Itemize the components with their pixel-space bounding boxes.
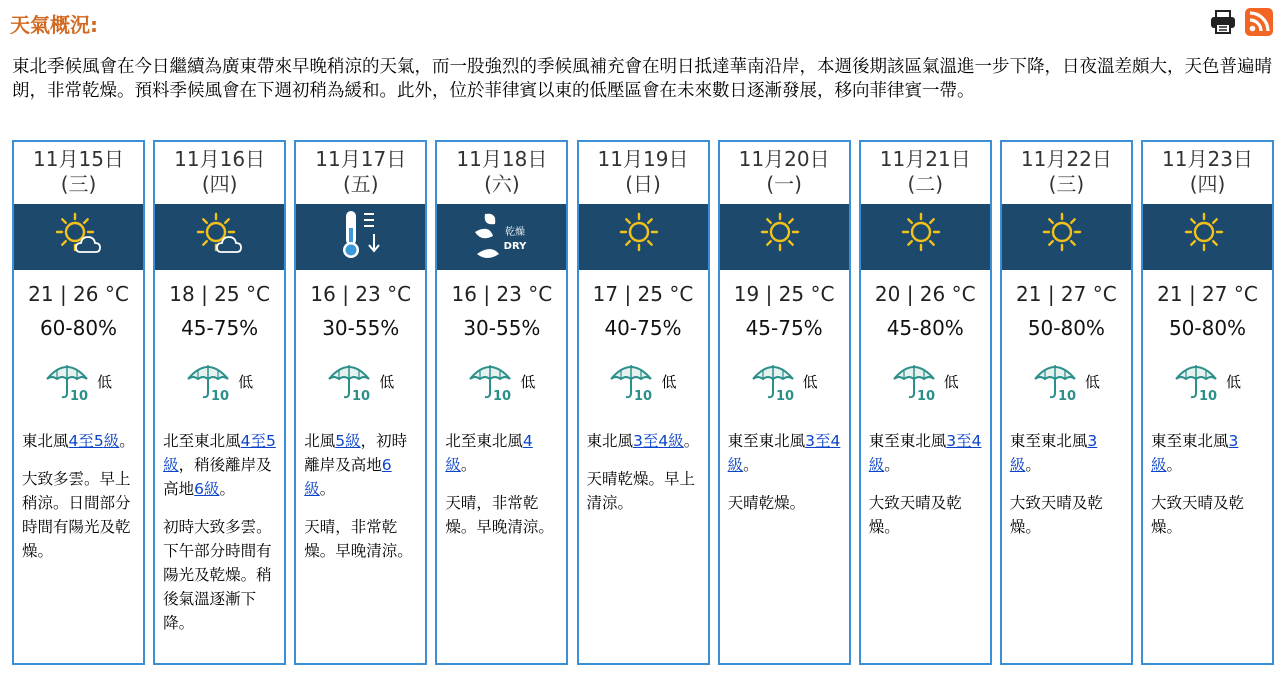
weather-description: 大致天晴及乾燥。 [868, 494, 962, 536]
umbrella-icon[interactable] [186, 361, 234, 407]
humidity-range: 40-75% [604, 316, 682, 340]
temperature-range: 16 | 23 °C [310, 282, 412, 306]
forecast-card [1141, 140, 1274, 665]
wind-text: 東北風 [22, 432, 69, 450]
weather-icon-band [296, 204, 425, 270]
wind-forecast [1151, 429, 1266, 477]
umbrella-icon[interactable] [468, 361, 516, 407]
humidity-range: 45-75% [745, 316, 823, 340]
humidity-range: 50-80% [1027, 316, 1105, 340]
date-label: 11月16日 [174, 147, 266, 171]
wind-force-link[interactable]: 3至4級 [868, 432, 982, 474]
forecast-date [720, 147, 849, 197]
psr-label: 低 [520, 372, 536, 391]
wind-force-link[interactable]: 3至4級 [633, 432, 684, 450]
rain-probability [296, 360, 425, 408]
date-label: 11月18日 [456, 147, 548, 171]
forecast-card [294, 140, 427, 665]
psr-label: 低 [802, 372, 818, 391]
temperature-range: 17 | 25 °C [592, 282, 694, 306]
psr-label: 低 [661, 372, 677, 391]
rss-button[interactable] [1245, 8, 1273, 36]
date-label: 11月19日 [597, 147, 689, 171]
umbrella-icon[interactable] [1174, 361, 1222, 407]
forecast-date [296, 147, 425, 197]
wind-forecast [1010, 429, 1125, 477]
svg-text:10: 10 [69, 389, 89, 403]
wind-force-link[interactable]: 4至5級 [163, 432, 276, 474]
forecast-card [718, 140, 851, 665]
wind-text: 。 [1025, 456, 1041, 474]
date-label: 11月21日 [879, 147, 971, 171]
forecast-date [14, 147, 143, 197]
sunny-icon[interactable] [899, 212, 951, 262]
weather-icon-band [861, 204, 990, 270]
wind-text: ，稍後離岸及高地 [163, 456, 272, 498]
forecast-cards [12, 140, 1274, 667]
wind-text: 。 [683, 432, 700, 450]
wind-text: 。 [319, 480, 336, 498]
forecast-card [577, 140, 710, 665]
weekday-label: (二) [907, 172, 944, 196]
wind-text: 。 [884, 456, 900, 474]
weather-icon-band [579, 204, 708, 270]
wind-force-link[interactable]: 3級 [1009, 432, 1098, 474]
dry-leaves-icon[interactable] [471, 208, 533, 266]
rss-icon [1245, 8, 1273, 36]
wind-text: 東北風 [586, 432, 634, 450]
temperature-range: 16 | 23 °C [451, 282, 553, 306]
weather-description: 大致天晴及乾燥。 [1009, 494, 1103, 536]
umbrella-icon[interactable] [45, 361, 93, 407]
weather-icon-band [437, 204, 566, 270]
psr-label: 低 [1225, 372, 1241, 391]
humidity-range: 60-80% [39, 316, 118, 340]
weather-description: 天晴，非常乾燥。早晚清涼。 [304, 518, 413, 560]
print-button[interactable] [1209, 8, 1237, 36]
umbrella-icon[interactable] [1033, 361, 1081, 407]
psr-label: 低 [238, 372, 254, 391]
humidity-range: 50-80% [1168, 316, 1247, 340]
rain-probability [1002, 360, 1131, 408]
svg-text:10: 10 [352, 389, 371, 403]
printer-icon [1210, 10, 1236, 34]
sunny-icon[interactable] [1182, 212, 1234, 262]
weekday-label: (日) [625, 172, 661, 196]
umbrella-icon[interactable] [751, 361, 799, 407]
sunny-icon[interactable] [617, 212, 669, 262]
wind-text: 北至東北風 [445, 432, 523, 450]
weather-description: 大致多雲。早上稍涼。日間部分時間有陽光及乾燥。 [22, 470, 131, 560]
psr-label: 低 [943, 372, 959, 391]
weekday-label: (六) [484, 172, 520, 196]
svg-text:10: 10 [211, 389, 230, 403]
umbrella-icon[interactable] [609, 361, 657, 407]
date-label: 11月23日 [1162, 147, 1253, 171]
weekday-label: (三) [1048, 172, 1085, 196]
forecast-card [153, 140, 286, 665]
rain-probability [14, 360, 143, 408]
svg-text:10: 10 [1057, 389, 1076, 403]
weather-icon-band [1002, 204, 1131, 270]
rain-probability [437, 360, 566, 408]
psr-label: 低 [1084, 372, 1100, 391]
forecast-card [435, 140, 568, 665]
sunny-icon[interactable] [758, 212, 810, 262]
wind-text: 東至東北風 [727, 432, 806, 450]
weather-description: 天晴乾燥。 [727, 494, 806, 512]
wind-text: 。 [1166, 456, 1183, 474]
wind-force-link[interactable]: 級 [103, 432, 120, 450]
wind-forecast [728, 429, 843, 477]
temperature-range: 21 | 26 °C [28, 282, 129, 306]
wind-forecast [304, 429, 419, 501]
date-label: 11月22日 [1020, 147, 1112, 171]
svg-text:10: 10 [634, 389, 653, 403]
date-label: 11月15日 [33, 147, 124, 171]
forecast-date [155, 147, 284, 197]
rain-probability [861, 360, 990, 408]
wind-text: 。 [219, 480, 236, 498]
wind-forecast [445, 429, 560, 477]
weather-description: 大致天晴及乾燥。 [1151, 494, 1245, 536]
humidity-range: 45-80% [886, 316, 964, 340]
forecast-card [12, 140, 145, 665]
wind-forecast [163, 429, 278, 501]
weekday-label: (四) [201, 172, 238, 196]
svg-text:10: 10 [916, 389, 935, 403]
weather-icon-band [14, 204, 143, 270]
svg-text:乾燥: 乾燥 [504, 227, 525, 238]
temperature-range: 20 | 26 °C [874, 282, 976, 306]
date-label: 11月20日 [738, 147, 830, 171]
weekday-label: (三) [60, 172, 97, 196]
wind-force-link[interactable]: 4至5 [68, 432, 104, 450]
weather-description: 初時大致多雲。下午部分時間有陽光及乾燥。稍後氣溫逐漸下降。 [163, 518, 272, 632]
section-title: 天氣概況: [10, 13, 98, 37]
weather-icon-band [720, 204, 849, 270]
forecast-card [1000, 140, 1133, 665]
weather-summary: 東北季候風會在今日繼續為廣東帶來早晚稍涼的天氣，而一股強烈的季候風補充會在明日抵達華南沿岸，本週後期該區氣溫進一步下降，日夜溫差頗大，天色普遍晴朗，非常乾燥。預料季候風會在下週初稍為緩和。此外，位於菲律賓以東的低壓區會在未來數日逐漸發展，移向菲律賓一帶。 [12, 57, 1272, 101]
temperature-range: 21 | 27 °C [1016, 282, 1117, 306]
sunny-periods-icon[interactable] [53, 212, 105, 262]
wind-force-link[interactable]: 4級 [445, 432, 533, 474]
weekday-label: (四) [1189, 172, 1226, 196]
umbrella-icon[interactable] [327, 361, 375, 407]
forecast-date [437, 147, 566, 197]
wind-text: 北風 [304, 432, 336, 450]
temperature-range: 21 | 27 °C [1157, 282, 1258, 306]
humidity-range: 45-75% [181, 316, 259, 340]
temperature-range: 19 | 25 °C [733, 282, 835, 306]
svg-text:10: 10 [1198, 389, 1218, 403]
svg-text:10: 10 [493, 389, 512, 403]
wind-text: 北至東北風 [163, 432, 241, 450]
wind-text: 東至東北風 [1151, 432, 1229, 450]
sunny-icon[interactable] [1040, 212, 1092, 262]
weather-icon-band [1143, 204, 1272, 270]
wind-force-link[interactable]: 3級 [1151, 432, 1239, 474]
svg-text:10: 10 [775, 389, 794, 403]
wind-text: ，初時離岸及高地 [304, 432, 408, 474]
rain-probability [155, 360, 284, 408]
forecast-date [579, 147, 708, 197]
weather-description: 天晴，非常乾燥。早晚清涼。 [445, 494, 554, 536]
wind-forecast [587, 429, 702, 453]
rain-probability [720, 360, 849, 408]
humidity-range: 30-55% [322, 316, 400, 340]
humidity-range: 30-55% [463, 316, 541, 340]
psr-label: 低 [96, 372, 112, 391]
cold-thermometer-icon[interactable] [336, 208, 386, 266]
forecast-card [859, 140, 992, 665]
wind-text: 。 [460, 456, 477, 474]
wind-force-link[interactable]: 5級 [335, 432, 361, 450]
wind-text: 東至東北風 [868, 432, 947, 450]
date-label: 11月17日 [315, 147, 407, 171]
weekday-label: (五) [342, 172, 379, 196]
rain-probability [579, 360, 708, 408]
forecast-date [1143, 147, 1272, 197]
svg-text:DRY: DRY [503, 241, 527, 252]
wind-force-link[interactable]: 6級 [304, 456, 392, 498]
wind-text: 。 [119, 432, 135, 450]
temperature-range: 18 | 25 °C [169, 282, 270, 306]
toolbar [1209, 8, 1273, 36]
forecast-date [1002, 147, 1131, 197]
wind-force-link[interactable]: 3至4級 [727, 432, 841, 474]
umbrella-icon[interactable] [892, 361, 940, 407]
wind-text: 東至東北風 [1009, 432, 1088, 450]
rain-probability [1143, 360, 1272, 408]
psr-label: 低 [379, 372, 395, 391]
wind-forecast [869, 429, 984, 477]
wind-force-link[interactable]: 6級 [194, 480, 220, 498]
weekday-label: (一) [766, 172, 802, 196]
weather-icon-band [155, 204, 284, 270]
sunny-periods-icon[interactable] [194, 212, 246, 262]
wind-text: 。 [743, 456, 759, 474]
weather-description: 天晴乾燥。早上清涼。 [586, 470, 696, 512]
forecast-date [861, 147, 990, 197]
wind-forecast [22, 429, 137, 453]
